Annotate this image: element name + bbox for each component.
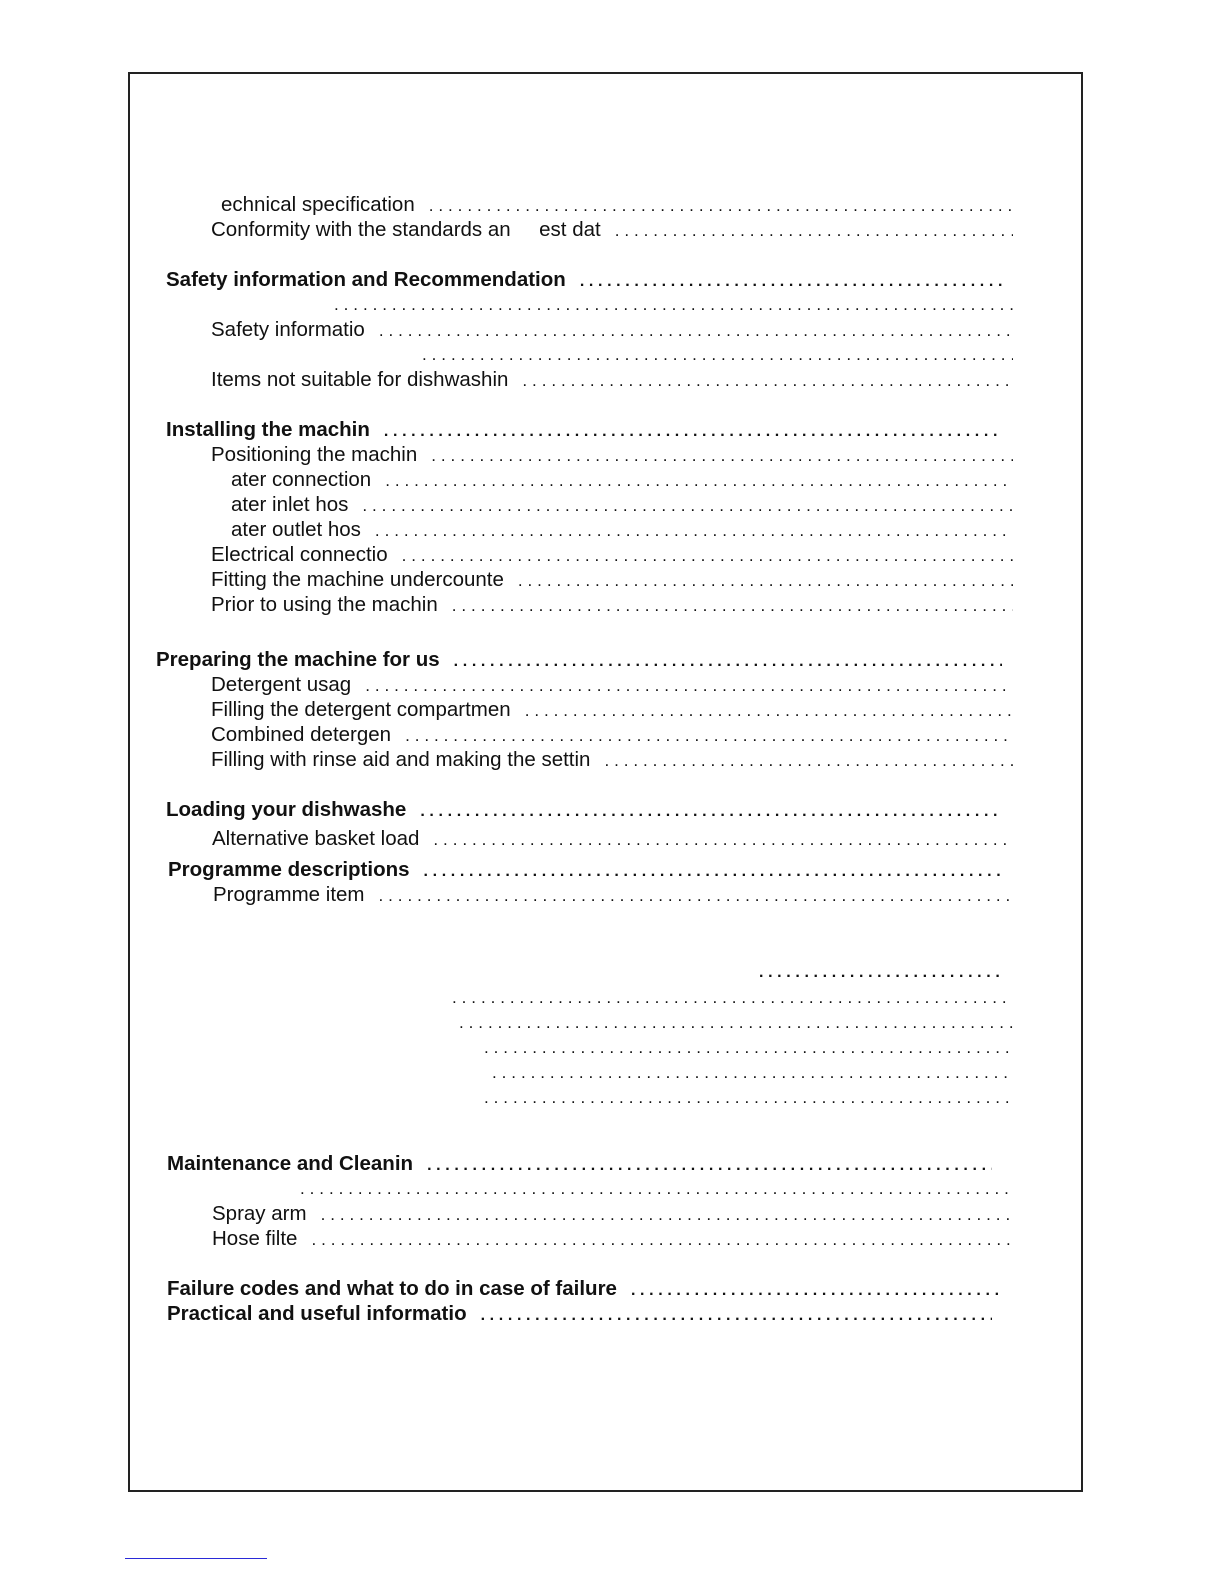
toc-entry[interactable] xyxy=(408,342,1013,368)
dot-leader xyxy=(484,1085,1013,1111)
dot-leader xyxy=(615,218,1013,244)
dot-leader xyxy=(402,543,1013,569)
toc-entry-label: Installing the machin xyxy=(166,418,370,441)
dot-leader xyxy=(452,985,1013,1011)
toc-section-heading[interactable] xyxy=(166,417,1002,443)
toc-entry[interactable] xyxy=(470,1035,1013,1061)
toc-entry-label: Detergent usag xyxy=(211,673,352,696)
toc-entry-label: Programme item xyxy=(213,883,365,906)
dot-leader xyxy=(375,518,1013,544)
toc-entry[interactable] xyxy=(478,1060,1013,1086)
dot-leader xyxy=(459,1010,1013,1036)
dot-leader xyxy=(518,568,1013,594)
toc-entry[interactable] xyxy=(211,317,1013,343)
dot-leader xyxy=(484,1035,1013,1061)
toc-entry-label: Maintenance and Cleanin xyxy=(167,1152,414,1175)
toc-entry-label: Preparing the machine for us xyxy=(156,648,440,671)
toc-section-heading[interactable] xyxy=(168,857,1002,883)
toc-entry[interactable] xyxy=(211,592,1013,618)
dot-leader xyxy=(362,493,1013,519)
toc-entry[interactable] xyxy=(211,217,1013,243)
toc-entry-label: Prior to using the machin xyxy=(211,593,438,616)
toc-entry-label: Items not suitable for dishwashin xyxy=(211,368,509,391)
toc-entry[interactable] xyxy=(445,1010,1013,1036)
toc-section-heading[interactable] xyxy=(745,960,1002,986)
toc-entry-label: echnical specification xyxy=(221,193,415,216)
toc-entry-label: Programme descriptions xyxy=(168,858,410,881)
dot-leader xyxy=(311,1227,1013,1253)
toc-entry-label: Combined detergen xyxy=(211,723,392,746)
toc-entry[interactable] xyxy=(212,1201,1013,1227)
toc-entry-label: Hose filte xyxy=(212,1227,298,1250)
toc-entry[interactable] xyxy=(213,882,1013,908)
dot-leader xyxy=(379,883,1013,909)
toc-entry[interactable] xyxy=(211,722,1013,748)
toc-entry-label: Positioning the machin xyxy=(211,443,418,466)
toc-entry[interactable] xyxy=(231,492,1013,518)
toc-entry[interactable] xyxy=(320,292,1013,318)
dot-leader xyxy=(365,673,1013,699)
toc-entry[interactable] xyxy=(211,367,1013,393)
toc-entry-label: Filling the detergent compartmen xyxy=(211,698,511,721)
toc-entry[interactable] xyxy=(212,826,1013,852)
toc-entry-label: Loading your dishwashe xyxy=(166,798,407,821)
toc-entry-label: Failure codes and what to do in case of failure xyxy=(167,1277,617,1300)
dot-leader xyxy=(379,318,1013,344)
toc-entry[interactable] xyxy=(286,1176,1013,1202)
dot-leader xyxy=(300,1176,1013,1202)
toc-section-heading[interactable] xyxy=(156,647,1002,673)
toc-entry-label: Practical and useful informatio xyxy=(167,1302,467,1325)
dot-leader xyxy=(321,1202,1013,1228)
toc-entry[interactable] xyxy=(221,192,1013,218)
footer-rule xyxy=(125,1558,267,1559)
toc-entry-label: Spray arm xyxy=(212,1202,307,1225)
toc-entry-label: Alternative basket load xyxy=(212,827,420,850)
toc-entry-label: ater connection xyxy=(231,468,372,491)
toc-entry[interactable] xyxy=(211,672,1013,698)
toc-section-heading[interactable] xyxy=(167,1276,1002,1302)
dot-leader xyxy=(429,193,1013,219)
toc-section-heading[interactable] xyxy=(166,267,1002,293)
dot-leader xyxy=(525,698,1013,724)
dot-leader xyxy=(604,748,1013,774)
dot-leader xyxy=(420,799,1002,825)
dot-leader xyxy=(431,443,1013,469)
toc-section-heading[interactable] xyxy=(167,1301,992,1327)
toc-section-heading[interactable] xyxy=(166,797,1002,823)
toc-entry-label: ater inlet hos xyxy=(231,493,349,516)
dot-leader xyxy=(422,342,1013,368)
toc-entry[interactable] xyxy=(470,1085,1013,1111)
toc-entry-label: Filling with rinse aid and making the settin xyxy=(211,748,591,771)
toc-entry[interactable] xyxy=(231,467,1013,493)
toc-entry[interactable] xyxy=(211,747,1013,773)
dot-leader xyxy=(492,1060,1013,1086)
toc-entry-label: Electrical connectio xyxy=(211,543,388,566)
toc-entry[interactable] xyxy=(231,517,1013,543)
dot-leader xyxy=(433,827,1013,853)
toc-entry-label: Conformity with the standards an est dat xyxy=(211,218,601,241)
dot-leader xyxy=(334,292,1013,318)
toc-entry[interactable] xyxy=(438,985,1013,1011)
dot-leader xyxy=(385,468,1013,494)
toc-entry-label: Safety information and Recommendation xyxy=(166,268,566,291)
dot-leader xyxy=(522,368,1013,394)
dot-leader xyxy=(481,1303,992,1329)
dot-leader xyxy=(759,960,1002,986)
toc-entry-label: Safety informatio xyxy=(211,318,365,341)
toc-entry[interactable] xyxy=(211,542,1013,568)
toc-entry[interactable] xyxy=(211,442,1013,468)
toc-entry-label: ater outlet hos xyxy=(231,518,361,541)
toc-section-heading[interactable] xyxy=(167,1151,992,1177)
toc-entry[interactable] xyxy=(211,697,1013,723)
dot-leader xyxy=(452,593,1013,619)
dot-leader xyxy=(405,723,1013,749)
toc-entry-label: Fitting the machine undercounte xyxy=(211,568,504,591)
toc-entry[interactable] xyxy=(211,567,1013,593)
toc-entry[interactable] xyxy=(212,1226,1013,1252)
